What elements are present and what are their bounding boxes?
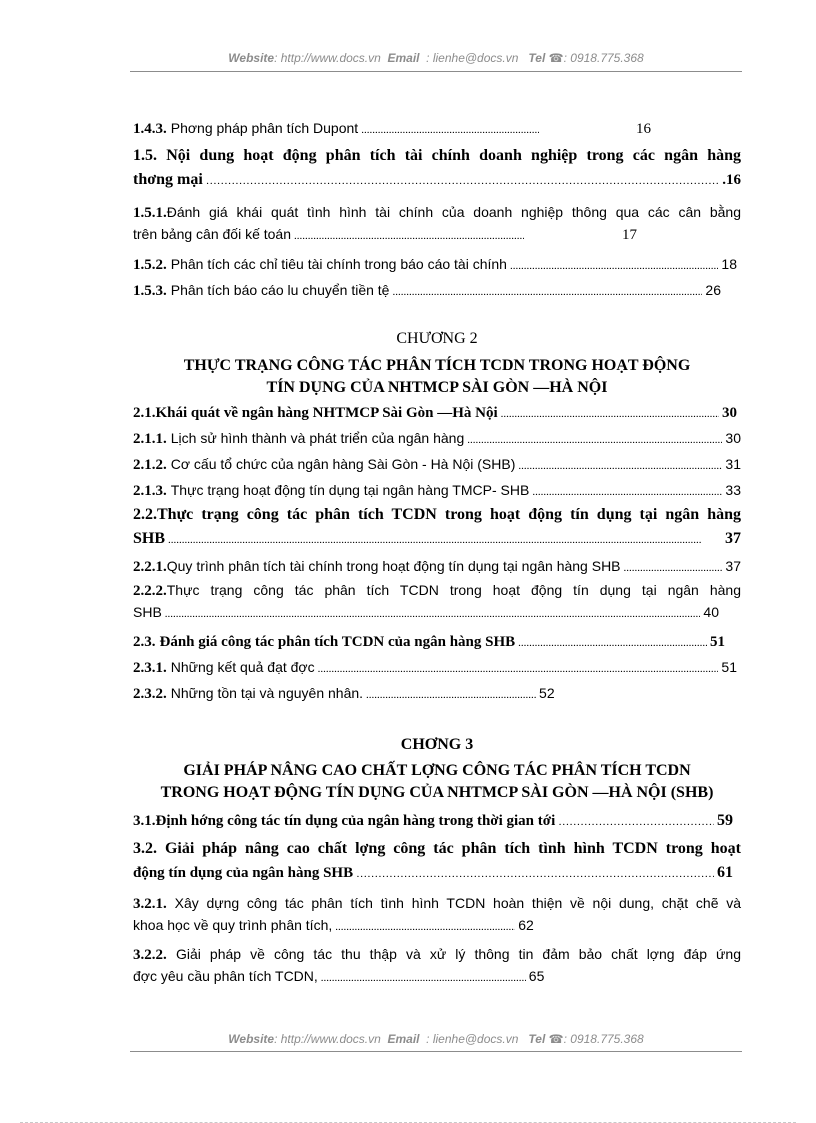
toc-number: 1.4.3.: [133, 121, 167, 137]
website-url[interactable]: : http://www.docs.vn: [274, 1032, 381, 1046]
toc-title: Quy trình phân tích tài chính trong hoạt động tín dụng tại ngân hàng SHB: [166, 558, 621, 574]
toc-page: 59: [717, 812, 733, 829]
toc-title: Cơ cấu tổ chức của ngân hàng Sài Gòn - Hà Nội (SHB): [170, 456, 516, 472]
toc-leader: [518, 460, 722, 472]
toc-entry[interactable]: 2.3.2. Những tồn tại và nguyên nhân. ..... 52: [133, 685, 741, 703]
toc-leader: [356, 868, 714, 880]
toc-entry[interactable]: 2.3.1. Những kết quả đạt đợc ..... 51: [133, 659, 741, 677]
toc-leader: [335, 921, 515, 933]
chapter-heading: CHƠNG 3: [400, 736, 474, 753]
toc-page: 62: [518, 917, 534, 933]
toc-page: 17: [622, 227, 637, 243]
toc-page: 51: [710, 634, 725, 650]
toc-entry[interactable]: 2.2.1. Quy trình phân tích tài chính trong hoạt động tín dụng tại ngân hàng SHB ..... 37: [133, 558, 741, 576]
toc-title: Khái quát về ngân hàng NHTMCP Sài Gòn —Hà Nội: [155, 405, 498, 421]
toc-leader: [318, 663, 719, 675]
toc-title-line: Giải pháp về công tác thu thập và xử lý thông tin đảm bảo chất lợng đáp ứng: [175, 946, 741, 962]
toc-page: 16: [636, 121, 651, 137]
toc-title: Đánh giá công tác phân tích TCDN của ngân hàng SHB: [159, 634, 516, 650]
toc-title-line: 3.2. Giải pháp nâng cao chất lợng công tác phân tích tình hình TCDN trong hoạt: [133, 840, 742, 857]
toc-page: 18: [721, 256, 737, 272]
toc-leader: [501, 408, 719, 420]
toc-entry[interactable]: 3.2.2. Giải pháp về công tác thu thập và xử lý thông tin đảm bảo chất lợng đáp ứng đợc yêu cầu phân tích TCDN, ..... 65: [133, 946, 741, 984]
toc-page: 30: [725, 430, 741, 446]
toc-leader: [366, 689, 536, 701]
tel-value: ☎: 0918.775.368: [548, 1032, 644, 1046]
email-value[interactable]: : lienhe@docs.vn: [426, 1032, 519, 1046]
toc-title: Phơng pháp phân tích Dupont: [170, 120, 359, 136]
header-divider: [130, 71, 742, 72]
toc-page: 40: [703, 604, 719, 620]
toc-entry[interactable]: 2.1. Khái quát về ngân hàng NHTMCP Sài Gòn —Hà Nội ..... 30: [133, 405, 741, 422]
toc-leader: [361, 124, 539, 136]
toc-entry[interactable]: [133, 147, 741, 189]
toc-title-line: động tín dụng của ngân hàng SHB: [133, 865, 354, 881]
email-label: Email: [387, 1032, 420, 1046]
toc-title-line: 1.5. Nội dung hoạt động phân tích tài chính doanh nghiệp trong các ngân hàng: [133, 147, 741, 164]
page-footer: [130, 1032, 742, 1046]
website-label: Website: [228, 1032, 275, 1046]
toc-title-line: Xây dựng công tác phân tích tình hình TCDN hoàn thiện về nội dung, chặt chẽ và: [174, 895, 742, 911]
chapter-heading: CHƯƠNG 2: [396, 330, 478, 347]
tel-label: Tel: [528, 1032, 546, 1046]
toc-leader: [168, 534, 702, 546]
toc-entry[interactable]: [133, 506, 741, 548]
website-url[interactable]: : http://www.docs.vn: [274, 51, 381, 65]
website-label: Website: [228, 51, 275, 65]
toc-title-line: Đánh giá khái quát tình hình tài chính của doanh nghiệp thông qua các cân bằng: [166, 204, 741, 220]
toc-entry[interactable]: 3.2.1. Xây dựng công tác phân tích tình hình TCDN hoàn thiện về nội dung, chặt chẽ và khoa học về quy trình phân tích, ..... 62: [133, 895, 741, 933]
toc-entry[interactable]: 2.1.3. Thực trạng hoạt động tín dụng tại ngân hàng TMCP- SHB ..... 33: [133, 482, 741, 500]
toc-entry[interactable]: 1.5.2. Phân tích các chỉ tiêu tài chính trong báo cáo tài chính ..... 18: [133, 256, 741, 274]
toc-leader: [467, 434, 722, 446]
toc-leader: [624, 562, 723, 574]
toc-title-line: đợc yêu cầu phân tích TCDN,: [133, 968, 318, 984]
chapter-title: THỰC TRẠNG CÔNG TÁC PHÂN TÍCH TCDN TRONG HOẠT ĐỘNG TÍN DỤNG CỦA NHTMCP SÀI GÒN —HÀ NỘI: [183, 357, 691, 396]
toc-page: 61: [717, 864, 733, 881]
toc-leader: [206, 175, 719, 187]
toc-page: .16: [722, 172, 741, 188]
toc-title-line: 2.2.Thực trạng công tác phân tích TCDN trong hoạt động tín dụng tại ngân hàng: [133, 506, 741, 523]
toc-leader: [532, 486, 722, 498]
chapter-title: GIẢI PHÁP NÂNG CAO CHẤT LỢNG CÔNG TÁC PHÂN TÍCH TCDN TRONG HOẠT ĐỘNG TÍN DỤNG CỦA NHTMCP SÀI GÒN —HÀ NỘI (SHB): [160, 762, 714, 801]
toc-entry[interactable]: 2.3. Đánh giá công tác phân tích TCDN của ngân hàng SHB ..... 51: [133, 633, 741, 651]
toc-page: 37: [725, 558, 741, 574]
toc-entry[interactable]: 2.1.1. Lịch sử hình thành và phát triển của ngân hàng ..... 30: [133, 430, 741, 448]
page-header: [130, 51, 742, 65]
toc-page: 51: [721, 659, 737, 675]
toc-entry[interactable]: 1.5.3. Phân tích báo cáo lu chuyển tiền tệ ..... 26: [133, 282, 741, 300]
toc-title: Những kết quả đạt đợc: [170, 659, 315, 675]
toc-leader: [558, 816, 714, 828]
email-label: Email: [387, 51, 420, 65]
toc-entry[interactable]: 2.1.2. Cơ cấu tổ chức của ngân hàng Sài Gòn - Hà Nội (SHB) ..... 31: [133, 456, 741, 474]
toc-entry[interactable]: [133, 120, 741, 138]
toc-title: Phân tích các chỉ tiêu tài chính trong báo cáo tài chính: [170, 256, 507, 272]
toc-title-line: Thực trạng công tác phân tích TCDN trong hoạt động tín dụng tại ngân hàng: [166, 582, 741, 598]
toc-page: 30: [722, 405, 737, 421]
toc-page: 31: [725, 456, 741, 472]
toc-leader: [165, 608, 701, 620]
toc-entry[interactable]: 1.5.1.Đánh giá khái quát tình hình tài chính của doanh nghiệp thông qua các cân bằng trên bảng cân đối kế toán ..... 17: [133, 204, 741, 244]
email-value[interactable]: : lienhe@docs.vn: [426, 51, 519, 65]
toc-page: 33: [725, 482, 741, 498]
toc-leader: [510, 260, 718, 272]
toc-title: Định hớng công tác tín dụng của ngân hàng trong thời gian tới: [155, 813, 556, 829]
toc-leader: [321, 972, 526, 984]
toc-page: 26: [705, 282, 721, 298]
tel-label: Tel: [528, 51, 546, 65]
toc-title-line: SHB: [133, 604, 162, 620]
toc-page: 52: [539, 685, 555, 701]
toc-page: 37: [725, 530, 741, 547]
toc-title: Lịch sử hình thành và phát triển của ngân hàng: [170, 430, 465, 446]
toc-leader: [392, 286, 702, 298]
toc-entry[interactable]: [133, 840, 741, 882]
toc-title: Phân tích báo cáo lu chuyển tiền tệ: [170, 282, 390, 298]
toc-title-line: thơng mại: [133, 171, 203, 188]
toc-leader: [518, 637, 707, 649]
toc-entry[interactable]: 3.1. Định hớng công tác tín dụng của ngân hàng trong thời gian tới ……………………………………………………………………………………………………………………………………… 59: [133, 812, 741, 830]
toc-title: Thực trạng hoạt động tín dụng tại ngân hàng TMCP- SHB: [170, 482, 530, 498]
toc-title-line: SHB: [133, 530, 166, 547]
toc-page: 65: [528, 968, 545, 984]
toc-entry[interactable]: 2.2.2.Thực trạng công tác phân tích TCDN trong hoạt động tín dụng tại ngân hàng SHB ..... 40: [133, 582, 741, 620]
footer-divider: [130, 1051, 742, 1052]
toc-title-line: khoa học về quy trình phân tích,: [133, 917, 333, 933]
toc-leader: [294, 230, 524, 242]
toc-title: Những tồn tại và nguyên nhân.: [170, 685, 364, 701]
toc-title-line: trên bảng cân đối kế toán: [133, 226, 292, 242]
tel-value: ☎: 0918.775.368: [548, 51, 644, 65]
